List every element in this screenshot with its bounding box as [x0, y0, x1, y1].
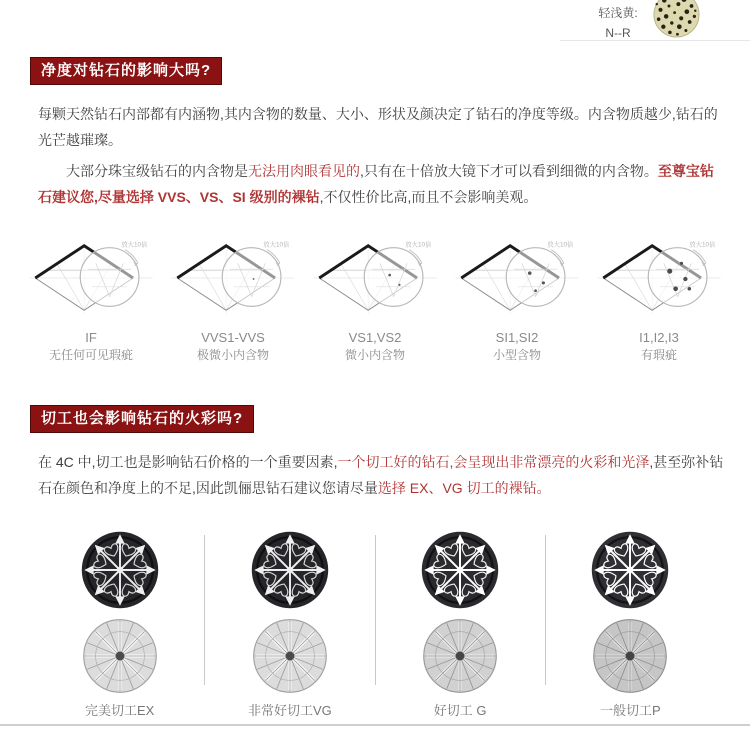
cut-p-part1: 在 4C 中,切工也是影响钻石价格的一个重要因素,: [38, 454, 338, 470]
clarity-p2-part1: 大部分珠宝级钻石的内含物是: [66, 163, 248, 179]
hearts-arrows-p-icon: [591, 531, 669, 609]
speckled-color-swatch-icon: [653, 0, 700, 38]
clarity-grade-label: IF: [85, 330, 97, 345]
clarity-grade-desc: 微小内含物: [344, 348, 405, 362]
cut-grades-row: [35, 531, 715, 720]
clarity-grade-label: VVS1-VVS: [201, 330, 265, 345]
cut-grade-label: 好切工 G: [433, 703, 487, 718]
clarity-diagram-if-icon: [27, 234, 155, 322]
diamond-face-g-icon: [423, 619, 497, 693]
cut-p-part3: ,甚至弥补钻石在颜色和净度上的不足,因此凯俪思钻石建议您请尽量: [38, 454, 724, 496]
svg-text:放大10倍: 放大10倍: [263, 241, 290, 249]
cut-item-ex: [35, 531, 204, 720]
clarity-item-if: [20, 234, 162, 364]
clarity-section-header: 净度对钻石的影响大吗?: [30, 57, 222, 85]
hearts-arrows-ex-icon: [81, 531, 159, 609]
svg-text:放大10倍: 放大10倍: [121, 241, 148, 249]
clarity-grade-desc: 有瑕疵: [640, 348, 677, 362]
color-grade-name: 轻浅黄:: [598, 6, 638, 20]
clarity-grades-row: [20, 234, 730, 364]
cut-item-p: [546, 531, 715, 720]
clarity-diagram-si-icon: [453, 234, 581, 322]
top-divider-line: [560, 40, 750, 41]
clarity-item-si: [446, 234, 588, 364]
clarity-diagram-i-icon: [595, 234, 723, 322]
cut-grade-label: 非常好切工VG: [247, 703, 332, 718]
cut-grade-label: 完美切工EX: [84, 703, 155, 718]
top-color-grade-strip: [0, 0, 750, 46]
clarity-p2-part3: ,只有在十倍放大镜下才可以看到细微的内含物。: [360, 163, 658, 179]
bottom-divider-line: [0, 724, 750, 726]
clarity-paragraph-2: [38, 158, 724, 210]
cut-p-red-2: 选择 EX、VG 切工的裸钻。: [377, 480, 551, 496]
clarity-grade-label: I1,I2,I3: [639, 330, 679, 345]
svg-text:放大10倍: 放大10倍: [689, 241, 716, 249]
svg-text:放大10倍: 放大10倍: [547, 241, 574, 249]
clarity-p2-red-1: 无法用肉眼看见的: [248, 163, 360, 179]
diamond-face-ex-icon: [83, 619, 157, 693]
cut-paragraph: [38, 449, 724, 501]
cut-section-header: 切工也会影响钻石的火彩吗?: [30, 405, 254, 433]
clarity-paragraph-1: [38, 101, 724, 153]
clarity-diagram-vvs-icon: [169, 234, 297, 322]
clarity-p2-red-2: 至尊宝钻石建议您,尽量选择 VVS、VS、SI 级别的裸钻: [38, 163, 714, 205]
color-grade-range: N--R: [605, 26, 631, 40]
clarity-diagram-vs-icon: [311, 234, 439, 322]
clarity-grade-desc: 小型含物: [492, 348, 541, 362]
clarity-item-vvs: [162, 234, 304, 364]
clarity-paragraph-1-text: 每颗天然钻石内部都有内涵物,其内含物的数量、大小、形状及颜决定了钻石的净度等级。内含物质越少,钻石的光芒越璀璨。: [38, 106, 718, 148]
diamond-face-p-icon: [593, 619, 667, 693]
hearts-arrows-vg-icon: [251, 531, 329, 609]
color-grade-label: [588, 3, 648, 43]
clarity-p2-part5: ,不仅性价比高,而且不会影响美观。: [319, 189, 538, 205]
clarity-grade-label: SI1,SI2: [495, 330, 539, 345]
clarity-grade-desc: 极微小内含物: [196, 348, 269, 362]
cut-p-red-1: 一个切工好的钻石,会呈现出非常漂亮的火彩和光泽: [337, 454, 650, 470]
hearts-arrows-g-icon: [421, 531, 499, 609]
clarity-item-vs: [304, 234, 446, 364]
clarity-item-i: [588, 234, 730, 364]
svg-text:放大10倍: 放大10倍: [405, 241, 432, 249]
clarity-grade-desc: 无任何可见瑕疵: [48, 348, 133, 362]
cut-grade-label: 一般切工P: [600, 703, 661, 718]
cut-item-g: [376, 531, 545, 720]
cut-item-vg: [205, 531, 374, 720]
diamond-face-vg-icon: [253, 619, 327, 693]
clarity-grade-label: VS1,VS2: [348, 330, 402, 345]
